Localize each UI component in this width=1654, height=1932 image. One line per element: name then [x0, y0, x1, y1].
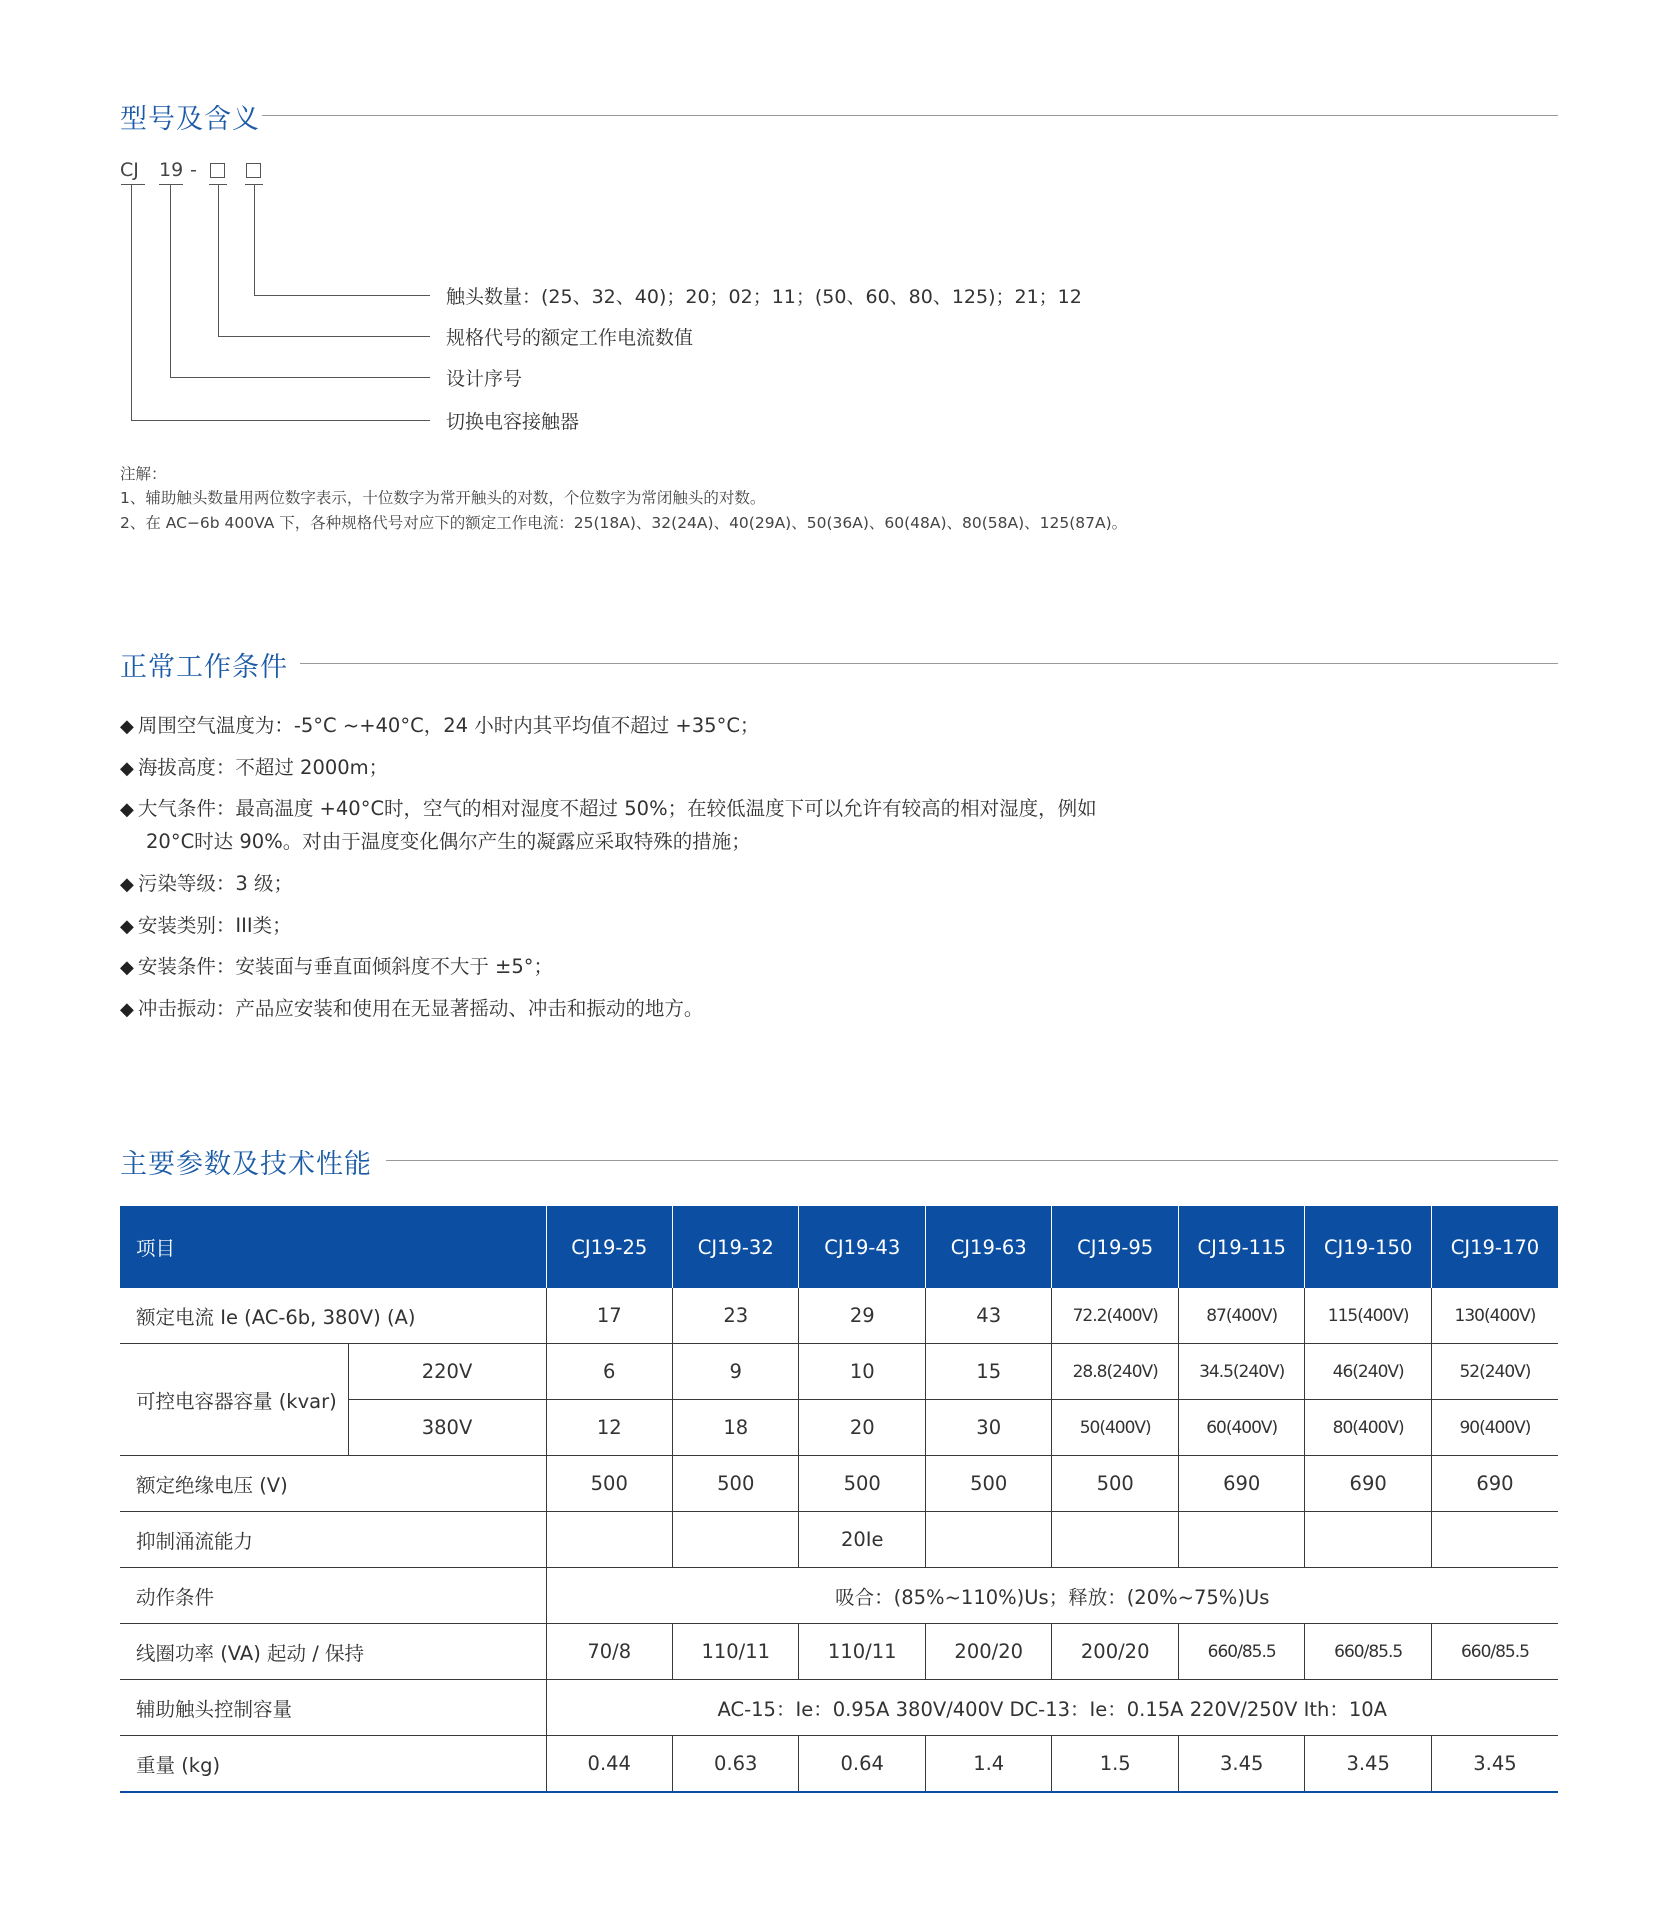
row-label: 线圈功率 (VA) 起动 / 保持	[120, 1624, 546, 1680]
underline-cj	[121, 184, 145, 185]
notes-heading: 注解：	[120, 465, 167, 483]
header-model: CJ19-170	[1431, 1206, 1558, 1288]
table-cell: 690	[1305, 1456, 1431, 1512]
branch-rating: 规格代号的额定工作电流数值	[446, 327, 694, 349]
diamond-bullet-icon: ◆	[120, 999, 134, 1020]
row-label: 额定电流 Ie (AC-6b, 380V) (A)	[120, 1288, 546, 1344]
model-series: 19	[159, 159, 184, 181]
model-placeholder-box-2	[246, 163, 261, 178]
table-cell-merged: AC-15：Ie：0.95A 380V/400V DC-13：Ie：0.15A 220V/250V Ith：10A	[546, 1680, 1558, 1736]
bracket-vline-series	[170, 184, 171, 377]
table-cell	[1431, 1512, 1558, 1568]
table-cell	[546, 1512, 672, 1568]
table-cell: 23	[673, 1288, 799, 1344]
table-row	[120, 1568, 1558, 1624]
table-header-row	[120, 1206, 1558, 1288]
diamond-bullet-icon: ◆	[120, 758, 134, 779]
table-cell	[1305, 1512, 1431, 1568]
table-row	[120, 1512, 1558, 1568]
table-row	[120, 1456, 1558, 1512]
row-label: 额定绝缘电压 (V)	[120, 1456, 546, 1512]
table-cell: 500	[925, 1456, 1051, 1512]
model-dash: -	[190, 159, 197, 181]
table-cell: 10	[799, 1344, 925, 1400]
table-cell: 15	[925, 1344, 1051, 1400]
table-cell: 6	[546, 1344, 672, 1400]
table-cell: 0.63	[673, 1736, 799, 1793]
table-cell: 72.2(400V)	[1052, 1288, 1178, 1344]
table-row	[120, 1624, 1558, 1680]
table-cell: 20Ie	[799, 1512, 925, 1568]
table-cell: 3.45	[1178, 1736, 1304, 1793]
table-cell: 30	[925, 1400, 1051, 1456]
section-title-conditions: 正常工作条件	[120, 652, 288, 683]
table-row	[120, 1736, 1558, 1793]
note-2: 2、在 AC−6b 400VA 下，各种规格代号对应下的额定工作电流：25(18A)、32(24A)、40(29A)、50(36A)、60(48A)、80(58A)、125(87A)。	[120, 514, 1128, 532]
table-cell: 60(400V)	[1178, 1400, 1304, 1456]
table-cell: 12	[546, 1400, 672, 1456]
header-item: 项目	[120, 1206, 546, 1288]
table-cell	[925, 1512, 1051, 1568]
branch-type: 切换电容接触器	[446, 411, 580, 433]
branch-design: 设计序号	[446, 368, 523, 390]
bracket-vline-box2	[254, 184, 255, 295]
table-cell: 500	[673, 1456, 799, 1512]
table-cell: 110/11	[799, 1624, 925, 1680]
table-cell: 70/8	[546, 1624, 672, 1680]
table-cell: 115(400V)	[1305, 1288, 1431, 1344]
diamond-bullet-icon: ◆	[120, 716, 134, 737]
sub-label: 380V	[348, 1400, 546, 1456]
condition-item: ◆ 安装条件：安装面与垂直面倾斜度不大于 ±5°；	[120, 955, 554, 978]
table-cell-merged: 吸合：(85%~110%)Us；释放：(20%~75%)Us	[546, 1568, 1558, 1624]
table-cell: 0.64	[799, 1736, 925, 1793]
condition-item: ◆ 周围空气温度为：-5°C ~+40°C，24 小时内其平均值不超过 +35°C；	[120, 714, 760, 737]
diamond-bullet-icon: ◆	[120, 957, 134, 978]
section-divider	[262, 115, 1558, 116]
table-cell: 660/85.5	[1305, 1624, 1431, 1680]
table-cell: 1.4	[925, 1736, 1051, 1793]
header-model: CJ19-43	[799, 1206, 925, 1288]
header-model: CJ19-150	[1305, 1206, 1431, 1288]
row-label: 可控电容器容量 (kvar)	[120, 1344, 348, 1456]
header-model: CJ19-115	[1178, 1206, 1304, 1288]
bracket-vline-box1	[218, 184, 219, 336]
table-cell: 1.5	[1052, 1736, 1178, 1793]
bracket-vline-prefix	[131, 184, 132, 420]
row-label: 抑制涌流能力	[120, 1512, 546, 1568]
model-placeholder-box-1	[210, 163, 225, 178]
section-divider	[300, 663, 1558, 664]
row-label: 重量 (kg)	[120, 1736, 546, 1793]
condition-item: ◆ 安装类别：III类；	[120, 914, 292, 937]
table-cell: 690	[1178, 1456, 1304, 1512]
table-row	[120, 1680, 1558, 1736]
table-cell: 90(400V)	[1431, 1400, 1558, 1456]
diamond-bullet-icon: ◆	[120, 799, 134, 820]
header-model: CJ19-95	[1052, 1206, 1178, 1288]
bracket-hline-box2	[254, 295, 430, 296]
model-prefix: CJ	[120, 159, 139, 181]
table-cell: 9	[673, 1344, 799, 1400]
diamond-bullet-icon: ◆	[120, 916, 134, 937]
table-cell: 18	[673, 1400, 799, 1456]
bracket-hline-series	[170, 377, 430, 378]
header-model: CJ19-63	[925, 1206, 1051, 1288]
section-title-model: 型号及含义	[120, 104, 260, 135]
bracket-hline-prefix	[131, 420, 430, 421]
condition-item: ◆ 冲击振动：产品应安装和使用在无显著摇动、冲击和振动的地方。	[120, 997, 704, 1020]
underline-19	[159, 184, 183, 185]
diamond-bullet-icon: ◆	[120, 874, 134, 895]
table-cell: 80(400V)	[1305, 1400, 1431, 1456]
condition-item: ◆ 大气条件：最高温度 +40°C时，空气的相对湿度不超过 50%；在较低温度下可以允许有较高的相对湿度，例如	[120, 797, 1097, 820]
table-cell: 110/11	[673, 1624, 799, 1680]
table-cell: 3.45	[1305, 1736, 1431, 1793]
table-cell: 130(400V)	[1431, 1288, 1558, 1344]
spec-table	[120, 1206, 1558, 1793]
table-cell: 17	[546, 1288, 672, 1344]
table-cell: 34.5(240V)	[1178, 1344, 1304, 1400]
table-cell: 0.44	[546, 1736, 672, 1793]
table-cell: 500	[799, 1456, 925, 1512]
row-label: 动作条件	[120, 1568, 546, 1624]
bracket-hline-box1	[218, 336, 430, 337]
table-cell: 28.8(240V)	[1052, 1344, 1178, 1400]
row-label: 辅助触头控制容量	[120, 1680, 546, 1736]
table-cell: 660/85.5	[1431, 1624, 1558, 1680]
table-cell: 46(240V)	[1305, 1344, 1431, 1400]
table-cell: 20	[799, 1400, 925, 1456]
table-cell	[1052, 1512, 1178, 1568]
table-cell: 660/85.5	[1178, 1624, 1304, 1680]
table-cell: 87(400V)	[1178, 1288, 1304, 1344]
table-cell: 43	[925, 1288, 1051, 1344]
condition-item: ◆ 污染等级：3 级；	[120, 872, 293, 895]
table-cell: 200/20	[1052, 1624, 1178, 1680]
sub-label: 220V	[348, 1344, 546, 1400]
table-cell: 50(400V)	[1052, 1400, 1178, 1456]
table-cell: 29	[799, 1288, 925, 1344]
table-row	[120, 1344, 1558, 1400]
table-cell: 52(240V)	[1431, 1344, 1558, 1400]
table-cell: 200/20	[925, 1624, 1051, 1680]
section-title-params: 主要参数及技术性能	[120, 1149, 372, 1180]
table-row	[120, 1288, 1558, 1344]
note-1: 1、辅助触头数量用两位数字表示，十位数字为常开触头的对数，个位数字为常闭触头的对数。	[120, 489, 766, 507]
condition-item: ◆ 海拔高度：不超过 2000m；	[120, 756, 389, 779]
table-cell: 500	[546, 1456, 672, 1512]
table-cell: 500	[1052, 1456, 1178, 1512]
header-model: CJ19-32	[673, 1206, 799, 1288]
section-divider	[386, 1160, 1558, 1161]
table-cell: 690	[1431, 1456, 1558, 1512]
branch-contacts: 触头数量：(25、32、40)；20；02；11；(50、60、80、125)；21；12	[446, 286, 1082, 308]
table-cell	[1178, 1512, 1304, 1568]
condition-item-continued: 20°C时达 90%。对由于温度变化偶尔产生的凝露应采取特殊的措施；	[146, 830, 751, 853]
header-model: CJ19-25	[546, 1206, 672, 1288]
table-cell: 3.45	[1431, 1736, 1558, 1793]
table-cell	[673, 1512, 799, 1568]
